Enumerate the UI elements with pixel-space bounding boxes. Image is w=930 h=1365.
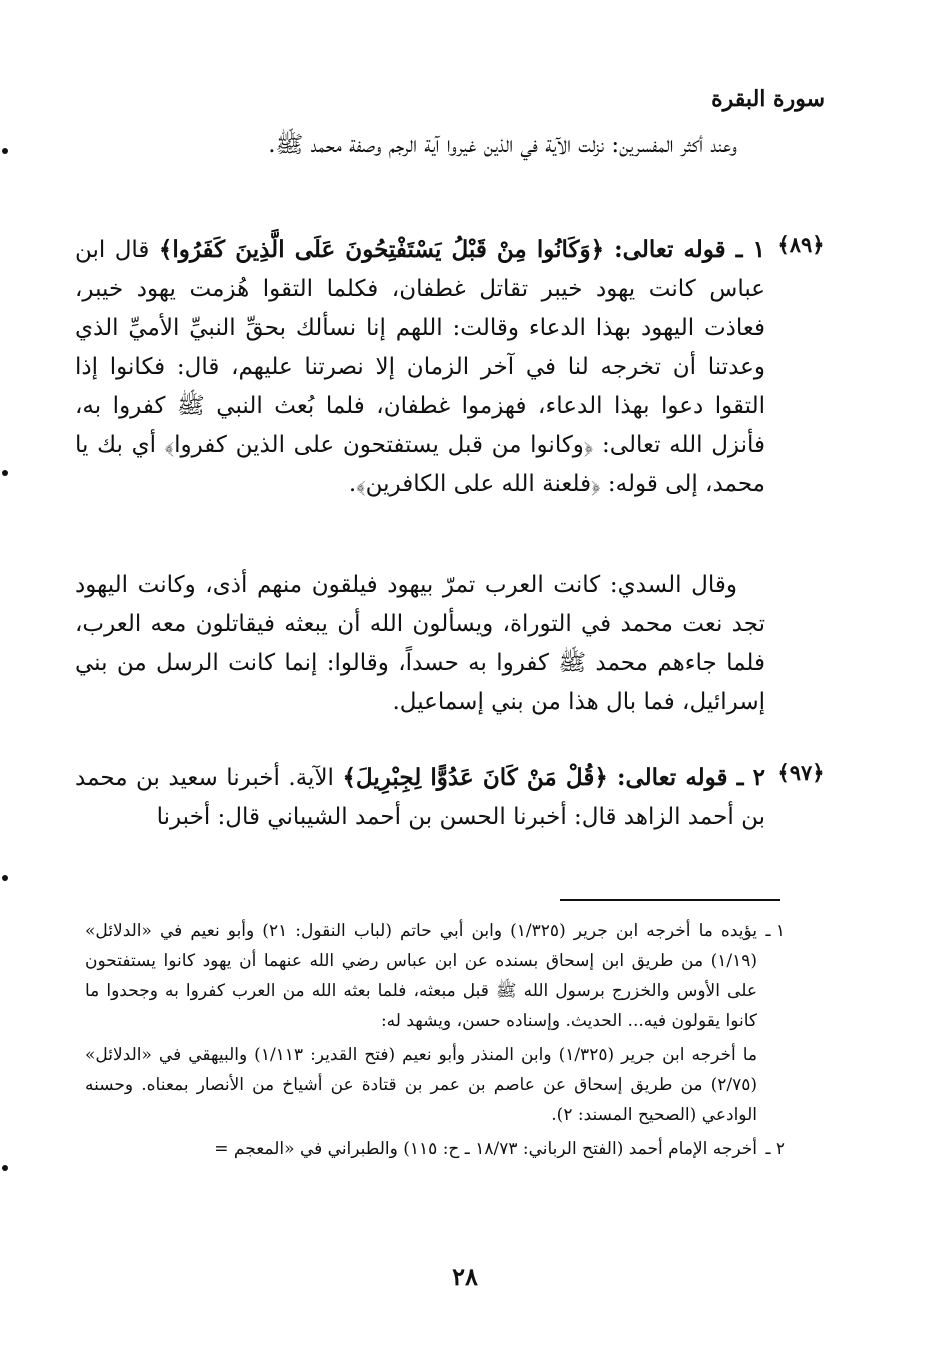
- section-89-quran-quote: ﴿وَكَانُوا مِنْ قَبْلُ يَسْتَفْتِحُونَ عَلَى الَّذِينَ كَفَرُوا﴾: [158, 236, 605, 263]
- intro-paragraph: [75, 126, 765, 165]
- footnote-2-text: أخرجه الإمام أحمد (الفتح الرباني: ١٨/٧٣ ـ ح: ١١٥) والطبراني في «المعجم =: [214, 1139, 757, 1159]
- intro-text: وعند أكثر المفسرين: نزلت الآية في الذين غيروا آية الرجم وصفة محمد ﷺ.: [268, 132, 737, 158]
- section-97-text: الآية. أخبرنا سعيد بن محمد بن أحمد الزاهد قال: أخبرنا الحسن بن أحمد الشيباني قال: أخبرنا: [75, 765, 765, 830]
- surah-title-header: سورة البقرة: [711, 86, 825, 112]
- section-97-lead: ٢ ـ قوله تعالى:: [607, 764, 765, 791]
- section-89-lead: ١ ـ قوله تعالى:: [604, 236, 765, 263]
- scan-edge-mark: [2, 875, 8, 881]
- section-97-quran-quote: ﴿قُلْ مَنْ كَانَ عَدُوًّا لِجِبْرِيلَ﴾: [342, 764, 608, 791]
- verse-marker-97: ﴿٩٧﴾: [777, 760, 825, 785]
- footnote-1: [85, 916, 785, 1036]
- suddi-paragraph: [75, 566, 765, 722]
- page-number: ٢٨: [452, 1262, 478, 1291]
- footnote-1-number: ١ ـ: [765, 921, 785, 941]
- scan-edge-mark: [2, 148, 8, 154]
- section-97-paragraph: [75, 758, 765, 837]
- footnotes-block: [85, 916, 785, 1168]
- footnote-separator-rule: [560, 899, 780, 901]
- verse-marker-89: ﴿٨٩﴾: [777, 232, 825, 257]
- footnote-1-continuation: [85, 1040, 785, 1130]
- footnote-1-sub-text: ما أخرجه ابن جرير (١/٣٢٥) وابن المنذر وأبو نعيم (فتح القدير: ١/١١٣) والبيهقي في «الدلائل» (٢/٧٥) من طريق إسحاق عن عاصم بن عمر بن قتادة عن أشياخ من الأنصار بمعناه. وحسنه الوادعي (الصحيح المسند: ٢).: [85, 1045, 757, 1125]
- footnote-2-number: ٢ ـ: [765, 1139, 785, 1159]
- scan-edge-mark: [2, 470, 8, 476]
- suddi-text: وقال السدي: كانت العرب تمرّ بيهود فيلقون منهم أذى، وكانت اليهود تجد نعت محمد في التوراة، ويسألون الله أن يبعثه فيقاتلون معه العرب، فلما جاءهم محمد ﷺ كفروا به حسداً، وقالوا: إنما كانت الرسل من بني إسرائيل، فما بال هذا من بني إسماعيل.: [75, 572, 765, 715]
- footnote-2: [85, 1134, 785, 1164]
- section-89-text: قال ابن عباس كانت يهود خيبر تقاتل غطفان، فكلما التقوا هُزمت يهود خيبر، فعاذت اليهود بهذا الدعاء وقالت: اللهم إنا نسألك بحقِّ النبيِّ الأميِّ الذي وعدتنا أن تخرجه لنا في آخر الزمان إلا نصرتنا عليهم، قال: فكانوا إذا التقوا دعوا بهذا الدعاء، فهزموا غطفان، فلما بُعث النبي ﷺ كفروا به، فأنزل الله تعالى: ﴿وكانوا من قبل يستفتحون على الذين كفروا﴾ أي بك يا محمد، إلى قوله: ﴿فلعنة الله على الكافرين﴾.: [75, 237, 765, 497]
- scan-edge-mark: [2, 1165, 8, 1171]
- footnote-1-text: يؤيده ما أخرجه ابن جرير (١/٣٢٥) وابن أبي حاتم (لباب النقول: ٢١) وأبو نعيم في «الدلائل» (١/١٩) من طريق ابن إسحاق بسنده عن ابن عباس رضي الله عنهما أن يهود كانوا يستفتحون على الأوس والخزرج برسول الله ﷺ قبل مبعثه، فلما بعثه الله من العرب كفروا به وجحدوا ما كانوا يقولون فيه... الحديث. وإسناده حسن، ويشهد له:: [85, 921, 757, 1031]
- section-89-paragraph: [75, 230, 765, 504]
